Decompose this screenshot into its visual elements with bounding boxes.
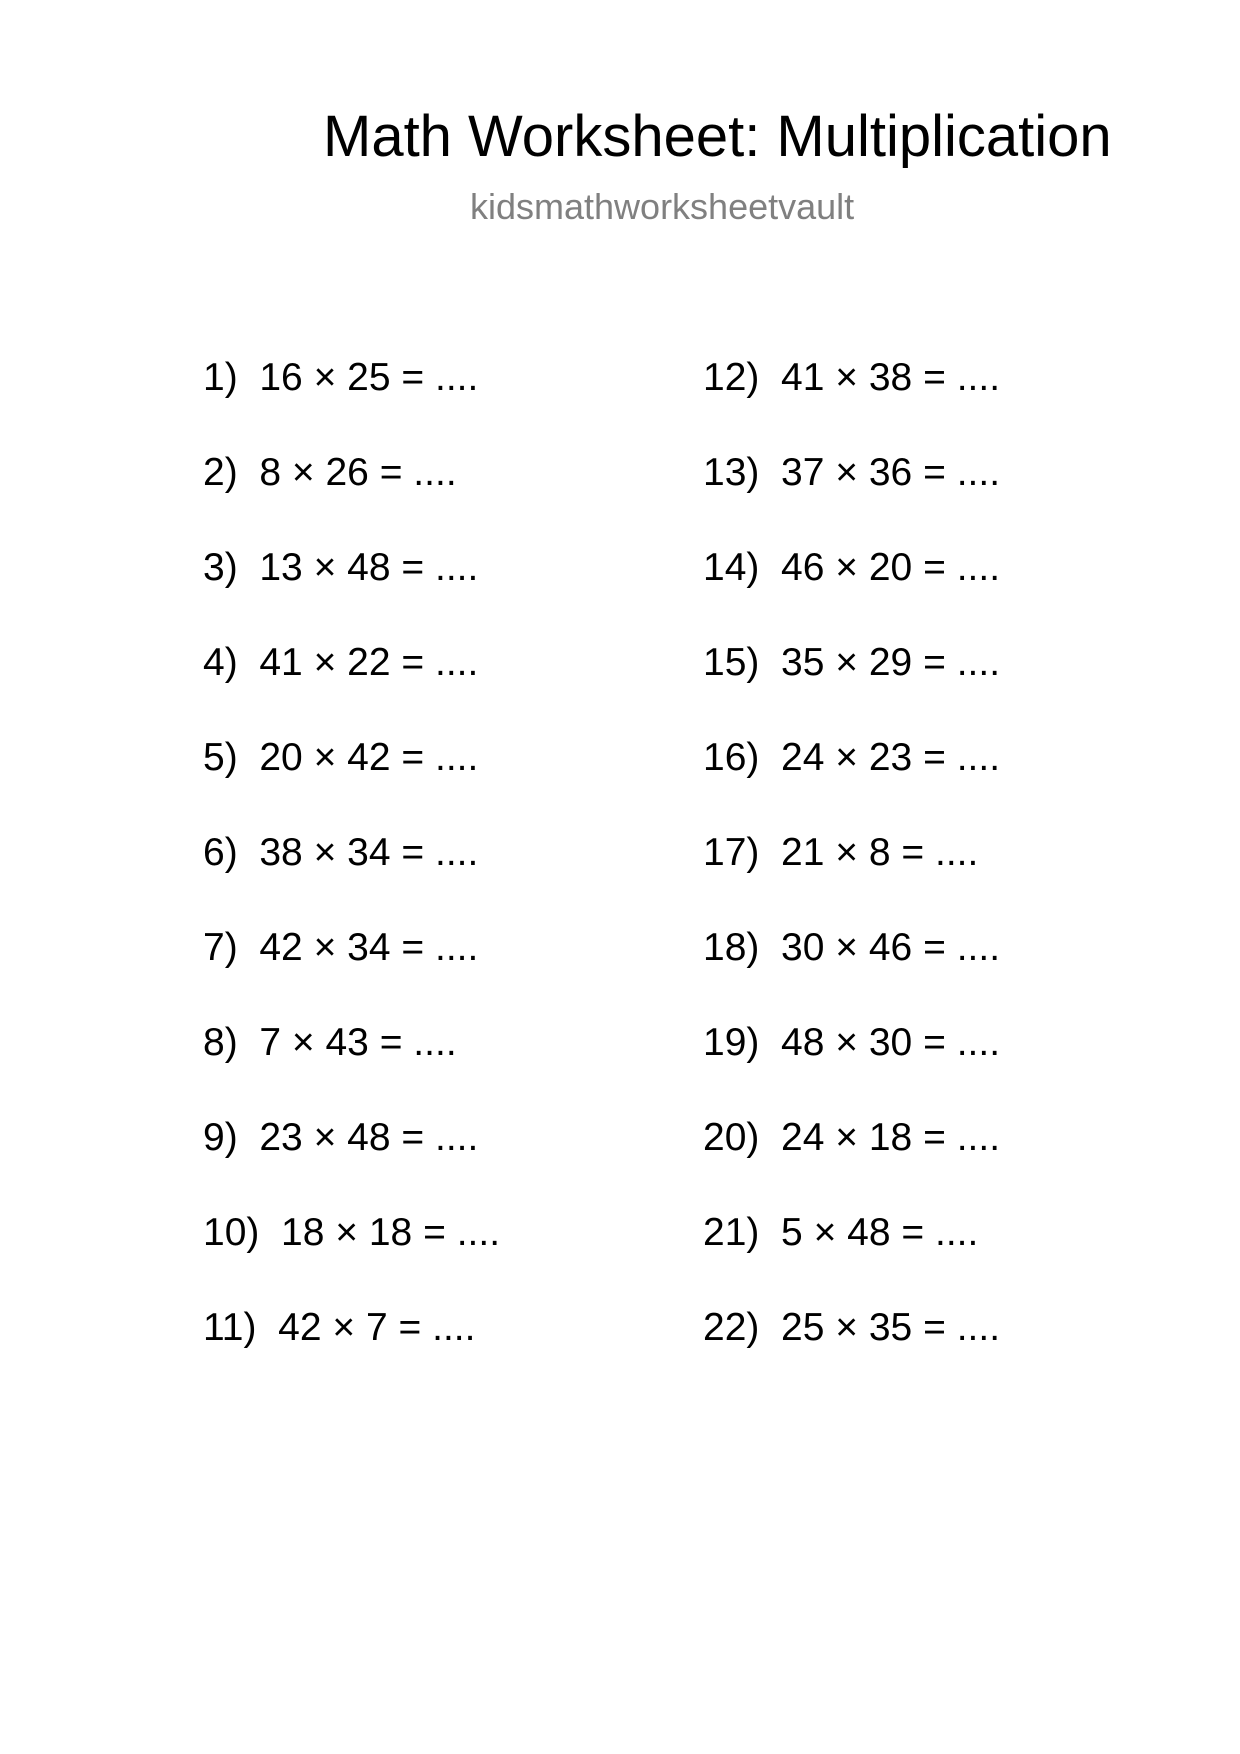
problem-3: 3) 13 × 48 = .... xyxy=(203,546,479,589)
problem-20: 20) 24 × 18 = .... xyxy=(703,1116,1001,1159)
problem-22: 22) 25 × 35 = .... xyxy=(703,1306,1001,1349)
problem-4: 4) 41 × 22 = .... xyxy=(203,641,479,684)
problem-18: 18) 30 × 46 = .... xyxy=(703,926,1001,969)
problem-16: 16) 24 × 23 = .... xyxy=(703,736,1001,779)
problem-13: 13) 37 × 36 = .... xyxy=(703,451,1001,494)
problem-2: 2) 8 × 26 = .... xyxy=(203,451,457,494)
problems-column-left xyxy=(203,358,500,1403)
worksheet-subtitle: kidsmathworksheetvault xyxy=(470,186,855,227)
problem-1: 1) 16 × 25 = .... xyxy=(203,356,479,399)
problem-6: 6) 38 × 34 = .... xyxy=(203,831,479,874)
problem-19: 19) 48 × 30 = .... xyxy=(703,1021,1001,1064)
problem-15: 15) 35 × 29 = .... xyxy=(703,641,1001,684)
worksheet-title: Math Worksheet: Multiplication xyxy=(323,104,1112,169)
problems-column-right xyxy=(703,358,1000,1403)
problem-8: 8) 7 × 43 = .... xyxy=(203,1021,457,1064)
problem-21: 21) 5 × 48 = .... xyxy=(703,1211,979,1254)
problem-10: 10) 18 × 18 = .... xyxy=(203,1211,501,1254)
problem-14: 14) 46 × 20 = .... xyxy=(703,546,1001,589)
problem-11: 11) 42 × 7 = .... xyxy=(203,1306,476,1349)
problem-17: 17) 21 × 8 = .... xyxy=(703,831,979,874)
problem-7: 7) 42 × 34 = .... xyxy=(203,926,479,969)
problem-5: 5) 20 × 42 = .... xyxy=(203,736,479,779)
problem-12: 12) 41 × 38 = .... xyxy=(703,356,1001,399)
problem-9: 9) 23 × 48 = .... xyxy=(203,1116,479,1159)
